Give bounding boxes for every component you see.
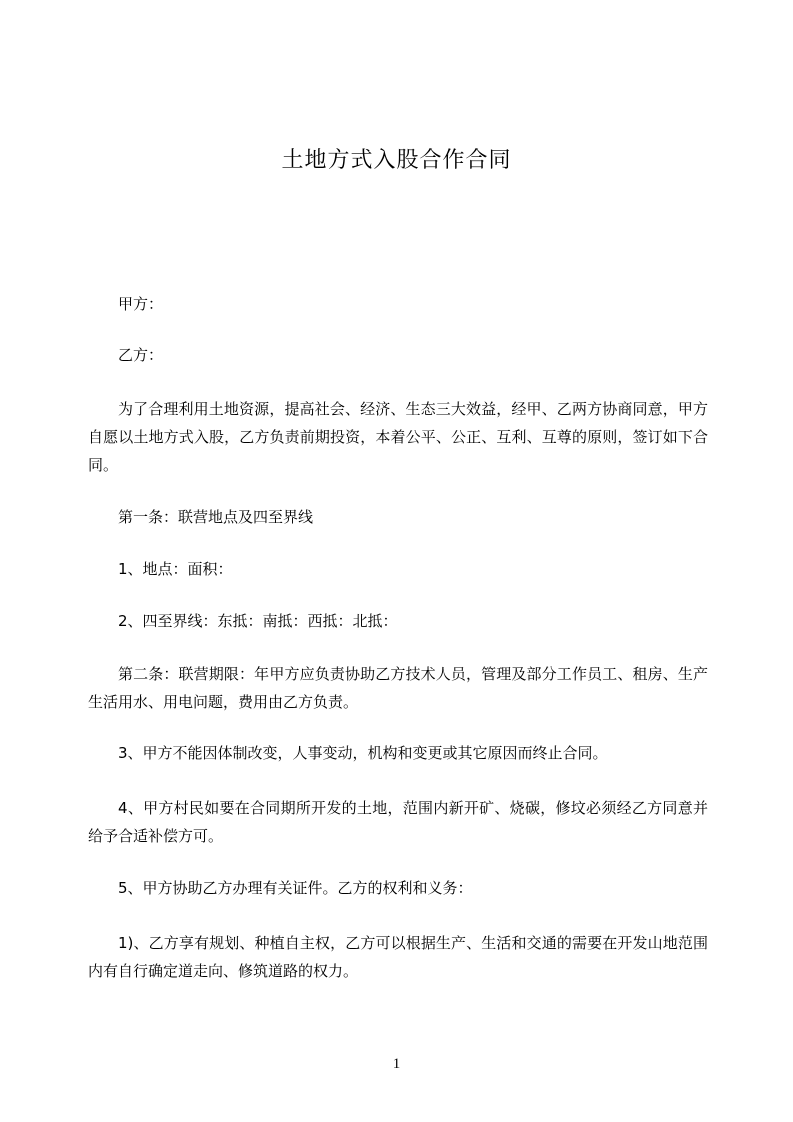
article-1-heading: 第一条：联营地点及四至界线	[118, 508, 314, 526]
preamble-paragraph: 为了合理利用土地资源，提高社会、经济、生态三大效益，经甲、乙两方协商同意，甲方自愿以土地方式入股，乙方负责前期投资，本着公平、公正、互利、互尊的原则，签订如下合同。	[88, 400, 708, 474]
party-b-line: 乙方：	[118, 346, 164, 364]
clause-4: 4、甲方村民如要在合同期所开发的土地，范围内新开矿、烧碳，修坟必须经乙方同意并给予合适补偿方可。	[88, 799, 708, 845]
clause-boundaries: 2、四至界线：东抵：南抵：西抵：北抵：	[118, 612, 398, 630]
document-title: 土地方式入股合作合同	[281, 148, 512, 173]
article-2-paragraph: 第二条：联营期限：年甲方应负责协助乙方技术人员，管理及部分工作员工、租房、生产生活用水、用电问题，费用由乙方负责。	[88, 665, 708, 711]
page-number: 1	[392, 1056, 401, 1072]
party-a-line: 甲方：	[118, 295, 164, 313]
clause-3: 3、甲方不能因体制改变，人事变动，机构和变更或其它原因而终止合同。	[118, 744, 608, 762]
clause-5: 5、甲方协助乙方办理有关证件。乙方的权利和义务：	[118, 879, 473, 897]
clause-location: 1、地点：面积：	[118, 560, 233, 578]
clause-rights-1: 1)、乙方享有规划、种植自主权，乙方可以根据生产、生活和交通的需要在开发山地范围内有自行确定道走向、修筑道路的权力。	[88, 934, 708, 980]
